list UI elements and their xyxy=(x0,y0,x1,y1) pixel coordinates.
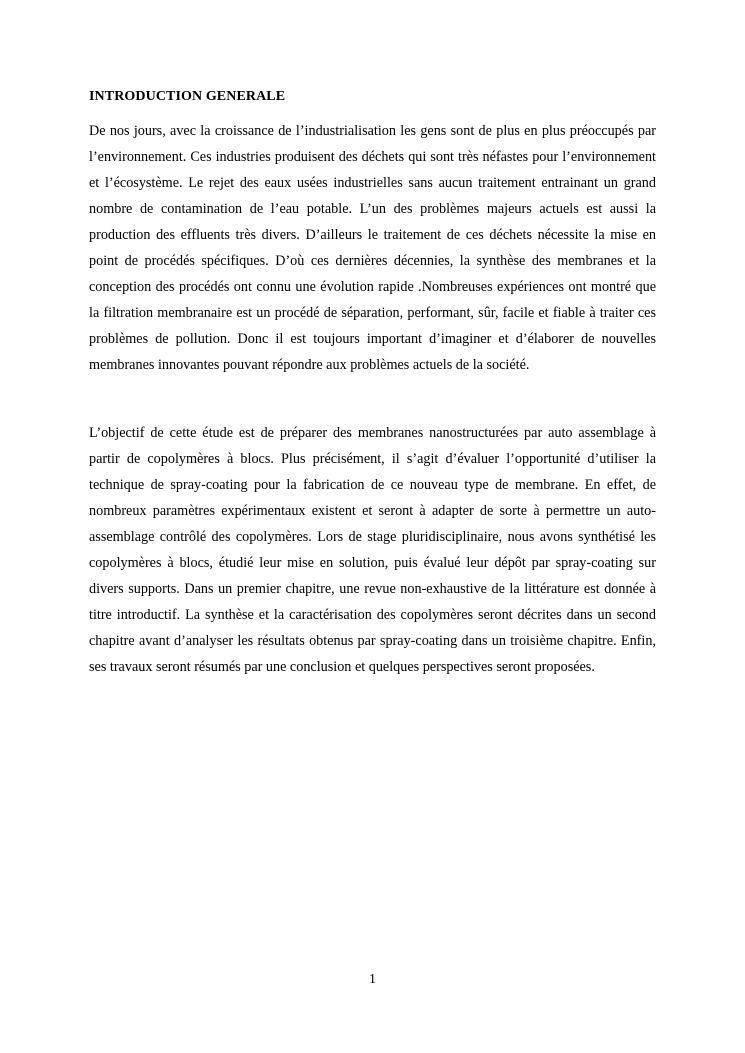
paragraph-2: L’objectif de cette étude est de préparer des membranes nanostructurées par auto assemblage à partir de copolymères à blocs. Plus précisément, il s’agit d’évaluer l’opportunité d’utiliser la technique de spray-coating pour la fabrication de ce nouveau type de membrane. En effet, de nombreux paramètres expérimentaux existent et seront à adapter de sorte à permettre un auto-assemblage contrôlé des copolymères. Lors de stage pluridisciplinaire, nous avons synthétisé les copolymères à blocs, étudié leur mise en solution, puis évalué leur dépôt par spray-coating sur divers supports. Dans un premier chapitre, une revue non-exhaustive de la littérature est donnée à titre introductif. La synthèse et la caractérisation des copolymères seront décrites dans un second chapitre avant d’analyser les résultats obtenus par spray-coating dans un troisième chapitre. Enfin, ses travaux seront résumés par une conclusion et quelques perspectives seront proposées. xyxy=(89,425,656,675)
page-number: 1 xyxy=(369,972,376,987)
paragraph-1: De nos jours, avec la croissance de l’industrialisation les gens sont de plus en plus préoccupés par l’environnement. Ces industries produisent des déchets qui sont très néfastes pour l’environnement et l’écosystème. Le rejet des eaux usées industrielles sans aucun traitement entrainant un grand nombre de contamination de l’eau potable. L’un des problèmes majeurs actuels est aussi la production des effluents très divers. D’ailleurs le traitement de ces déchets nécessite la mise en point de procédés spécifiques. D’où ces dernières décennies, la synthèse des membranes et la conception des procédés ont connu une évolution rapide .Nombreuses expériences ont montré que la filtration membranaire est un procédé de séparation, performant, sûr, facile et fiable à traiter ces problèmes de pollution. Donc il est toujours important d’imaginer et d’élaborer de nouvelles membranes innovantes pouvant répondre aux problèmes actuels de la société. xyxy=(89,123,656,373)
section-title: INTRODUCTION GENERALE xyxy=(89,89,286,104)
